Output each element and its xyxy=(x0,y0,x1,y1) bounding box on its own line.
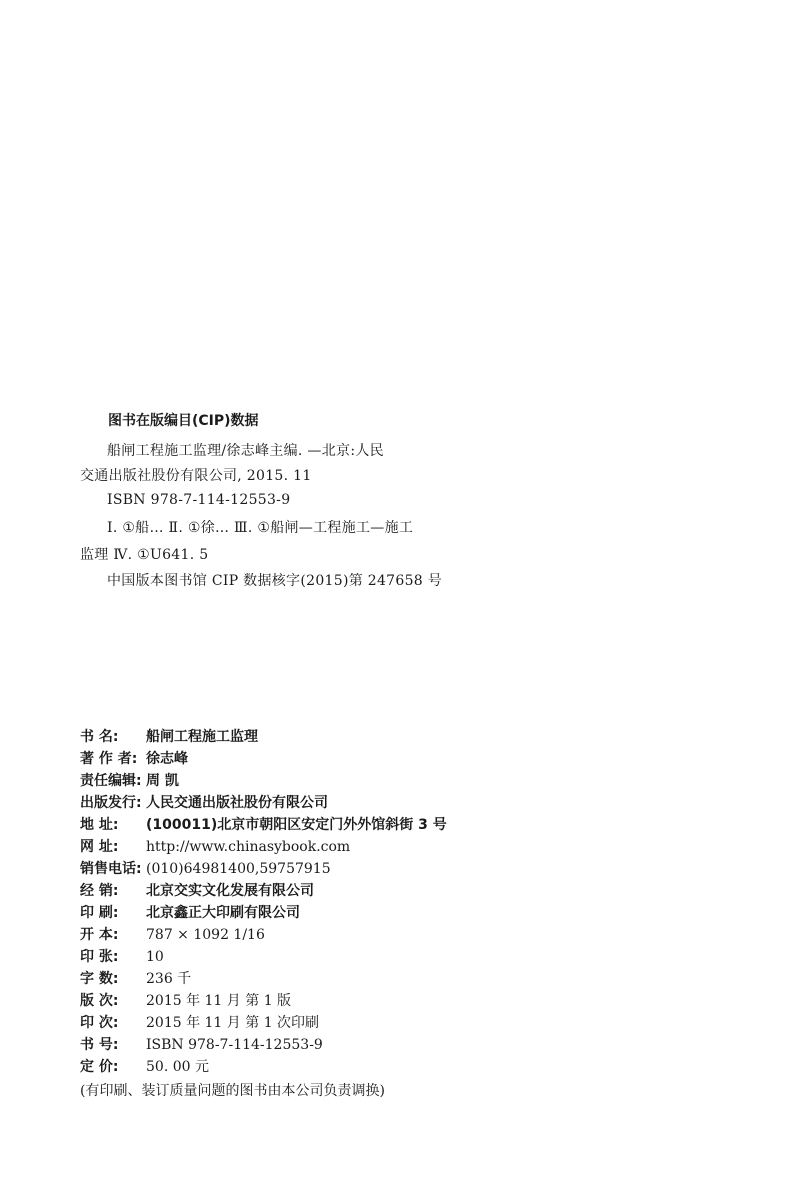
colophon-value: http://www.chinasybook.com xyxy=(146,839,351,855)
colophon-value: ISBN 978-7-114-12553-9 xyxy=(146,1037,323,1053)
colophon-label: 版 次: xyxy=(80,993,119,1009)
colophon-row-title xyxy=(80,730,258,744)
colophon-label: 印 刷: xyxy=(80,905,119,921)
colophon-value: 徐志峰 xyxy=(146,751,188,767)
colophon-value: 2015 年 11 月 第 1 次印刷 xyxy=(146,1015,320,1031)
cip-title: 图书在版编目(CIP)数据 xyxy=(108,413,259,429)
colophon-row-website xyxy=(80,840,350,854)
colophon-row-distributor xyxy=(80,884,314,898)
colophon-row-word-count xyxy=(80,972,191,986)
colophon-label: 定 价: xyxy=(80,1059,119,1075)
cip-bibliographic-line-2: 交通出版社股份有限公司, 2015. 11 xyxy=(80,468,312,484)
colophon-label: 经 销: xyxy=(80,883,119,899)
colophon-label: 销售电话: xyxy=(80,861,142,877)
colophon-value: 50. 00 元 xyxy=(146,1059,209,1075)
colophon-value: 10 xyxy=(146,949,164,965)
colophon-row-price xyxy=(80,1060,209,1074)
colophon-row-publisher xyxy=(80,796,328,810)
colophon-row-edition xyxy=(80,994,291,1008)
colophon-label: 印 次: xyxy=(80,1015,119,1031)
colophon-label: 书 号: xyxy=(80,1037,119,1053)
colophon-value: 船闸工程施工监理 xyxy=(146,729,258,745)
colophon-label: 印 张: xyxy=(80,949,119,965)
colophon-row-editor xyxy=(80,774,179,788)
cip-classification-line-2: 监理 Ⅳ. ①U641. 5 xyxy=(80,547,209,563)
colophon-label: 网 址: xyxy=(80,839,119,855)
quality-notice: (有印刷、装订质量问题的图书由本公司负责调换) xyxy=(80,1083,385,1099)
colophon-value: 人民交通出版社股份有限公司 xyxy=(146,795,328,811)
colophon-value: 787 × 1092 1/16 xyxy=(146,927,265,943)
cip-bibliographic-line-1: 船闸工程施工监理/徐志峰主编. —北京:人民 xyxy=(107,443,384,459)
colophon-value: 236 千 xyxy=(146,971,192,987)
colophon-value: 北京交实文化发展有限公司 xyxy=(146,883,314,899)
colophon-row-sheets xyxy=(80,950,164,964)
colophon-row-printer xyxy=(80,906,300,920)
colophon-label: 著 作 者: xyxy=(80,751,138,767)
colophon-value: 2015 年 11 月 第 1 版 xyxy=(146,993,292,1009)
colophon-row-isbn xyxy=(80,1038,323,1052)
cip-classification-line-1: Ⅰ. ①船… Ⅱ. ①徐… Ⅲ. ①船闸—工程施工—施工 xyxy=(107,520,414,536)
colophon-row-printing xyxy=(80,1016,319,1030)
cip-record-number: 中国版本图书馆 CIP 数据核字(2015)第 247658 号 xyxy=(107,573,443,589)
colophon-label: 出版发行: xyxy=(80,795,142,811)
colophon-label: 书 名: xyxy=(80,729,119,745)
cip-isbn: ISBN 978-7-114-12553-9 xyxy=(107,492,291,508)
colophon-row-author xyxy=(80,752,188,766)
colophon-row-sales-phone xyxy=(80,862,331,876)
colophon-label: 开 本: xyxy=(80,927,119,943)
colophon-value: (010)64981400,59757915 xyxy=(146,861,331,877)
colophon-value: 周 凯 xyxy=(146,773,179,789)
colophon-row-format xyxy=(80,928,265,942)
colophon-label: 字 数: xyxy=(80,971,119,987)
colophon-label: 地 址: xyxy=(80,817,119,833)
colophon-value: 北京鑫正大印刷有限公司 xyxy=(146,905,300,921)
colophon-label: 责任编辑: xyxy=(80,773,142,789)
colophon-row-address xyxy=(80,818,447,832)
colophon-value: (100011)北京市朝阳区安定门外外馆斜街 3 号 xyxy=(146,817,447,833)
